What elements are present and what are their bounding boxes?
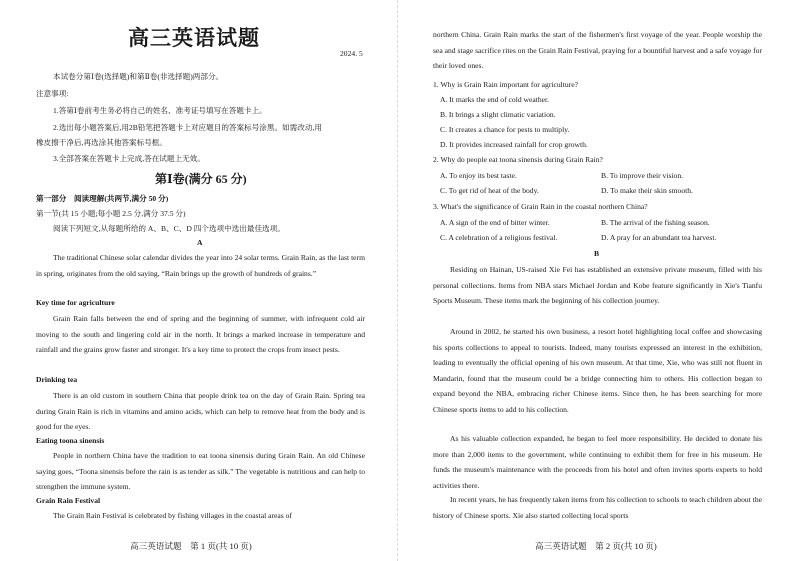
passage-a-paragraph-1: The traditional Chinese solar calendar divides the year into 24 solar terms. Grain Rain, as the last term in spring, originates from the old saying, “Rain brings up the growth of hundreds of grains.”: [36, 253, 365, 278]
q2-option-d[interactable]: D. To make their skin smooth.: [601, 186, 693, 195]
passage-a-paragraph-2: Grain Rain falls between the end of spring and the beginning of summer, with infrequent cold air moving to the south and lingering cold air in the north. It brings a marked increase in temperature and rainfall and the grains grow faster and stronger. It's a key time to protect the crops from insect pests.: [36, 314, 365, 354]
q1-option-d[interactable]: D. It provides increased rainfall for crop growth.: [440, 140, 588, 149]
notice-item-2-cont: 橡皮擦干净后,再选涂其他答案标号框。: [36, 138, 167, 147]
passage-b-paragraph-3: As his valuable collection expanded, he began to feel more responsibility. He decided to donate his more than 2,000 items to the government, while continuing to exhibit them for free in his museum. He funds the museum's maintenance with the proceeds from his hotel and often invites sports experts to hold activities there.: [433, 434, 762, 490]
q2-option-c[interactable]: C. To get rid of heat of the body.: [440, 186, 539, 195]
page-footer-2: 高三英语试题 第 2 页(共 10 页): [535, 541, 657, 551]
passage-letter-a: A: [197, 238, 203, 247]
question-1: 1. Why is Grain Rain important for agriculture?: [433, 80, 578, 89]
passage-b-paragraph-2: Around in 2002, he started his own business, a resort hotel highlighting local coffee and showcasing his sports collections to appeal to tourists. Indeed, many tourists expressed an interest in the exhibition, leading to eventually the official opening of his own museum. At that time, Xie, who was still not fluent in Mandarin, found that the museum could be a bridge connecting him to others. His collection began to expand beyond the NBA, embracing richer Chinese items. Since then, he has been searching for more Chinese sports items to add to his collection.: [433, 327, 762, 414]
passage-a-continuation: northern China. Grain Rain marks the start of the fishermen's first voyage of the year. People worship the sea and stage sacrifice rites on the Grain Rain Festival, praying for a bountiful harvest and a safe voyage for their loved ones.: [433, 30, 762, 70]
right-page: [397, 0, 794, 561]
q3-option-c[interactable]: C. A celebration of a religious festival.: [440, 233, 558, 242]
part-heading: 第一部分 阅读理解(共两节,满分 50 分): [36, 194, 169, 203]
question-3: 3. What's the significance of Grain Rain in the coastal northern China?: [433, 202, 648, 211]
notice-item-1: 1.答第Ⅰ卷前考生务必将自己的姓名、准考证号填写在答题卡上。: [53, 106, 267, 115]
q3-option-b[interactable]: B. The arrival of the fishing season.: [601, 218, 710, 227]
q2-option-a[interactable]: A. To enjoy its best taste.: [440, 171, 517, 180]
exam-date: 2024. 5: [340, 49, 363, 58]
question-2: 2. Why do people eat toona sinensis during Grain Rain?: [433, 155, 603, 164]
page-footer-1: 高三英语试题 第 1 页(共 10 页): [130, 541, 252, 551]
instruction-text: 阅读下列短文,从每题所给的 A、B、C、D 四个选项中选出最佳选项。: [53, 224, 285, 233]
volume-heading: 第Ⅰ卷(满分 65 分): [155, 172, 247, 186]
heading-festival: Grain Rain Festival: [36, 496, 101, 505]
heading-key-time: Key time for agriculture: [36, 298, 115, 307]
exam-title: 高三英语试题: [128, 26, 260, 50]
heading-toona: Eating toona sinensis: [36, 436, 105, 445]
passage-b-paragraph-4: In recent years, he has frequently taken items from his collection to schools to teach children about the history of Chinese sports. Xie also started collecting local sports: [433, 495, 762, 520]
q1-option-b[interactable]: B. It brings a slight climatic variation.: [440, 110, 556, 119]
notice-label: 注意事项:: [36, 89, 69, 98]
notice-item-3: 3.全部答案在答题卡上完成,答在试题上无效。: [53, 154, 205, 163]
q1-option-a[interactable]: A. It marks the end of cold weather.: [440, 95, 550, 104]
notice-item-2: 2.选出每小题答案后,用2B铅笔把答题卡上对应题目的答案标号涂黑。如需改动,用: [53, 123, 322, 132]
q3-option-d[interactable]: D. A pray for an abundant tea harvest.: [601, 233, 717, 242]
passage-a-paragraph-4: People in northern China have the tradition to eat toona sinensis during Grain Rain. An old Chinese saying goes, “Toona sinensis before the rain is as tender as silk.” The vegetable is nutritious and can help to strengthen the immune system.: [36, 451, 365, 491]
q1-option-c[interactable]: C. It creates a chance for pests to multiply.: [440, 125, 570, 134]
intro-text: 本试卷分第Ⅰ卷(选择题)和第Ⅱ卷(非选择题)两部分。: [53, 72, 224, 81]
passage-a-paragraph-5: The Grain Rain Festival is celebrated by fishing villages in the coastal areas of: [53, 511, 292, 520]
q3-option-a[interactable]: A. A sign of the end of bitter winter.: [440, 218, 550, 227]
heading-drinking-tea: Drinking tea: [36, 375, 78, 384]
section-heading: 第一节(共 15 小题;每小题 2.5 分,满分 37.5 分): [36, 209, 186, 218]
q2-option-b[interactable]: B. To improve their vision.: [601, 171, 684, 180]
passage-letter-b: B: [594, 249, 600, 258]
passage-a-paragraph-3: There is an old custom in southern China that people drink tea on the day of Grain Rain. Spring tea during Grain Rain is rich in vitamins and amino acids, which can help to remove heat from the body and is good for the eyes.: [36, 391, 365, 431]
passage-b-paragraph-1: Residing on Hainan, US-raised Xie Fei has established an extensive private museum, filled with his personal collections. Items from NBA stars Michael Jordan and Kobe feature significantly in Xie's Tianfu Sports Museum. These items mark the beginning of his collection journey.: [433, 265, 762, 305]
